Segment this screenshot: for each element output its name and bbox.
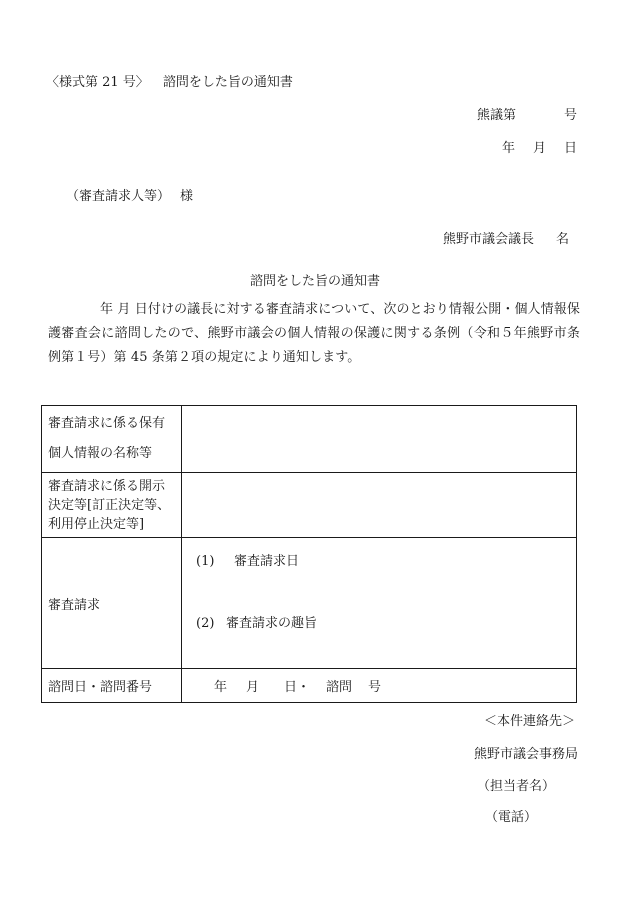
table-row bbox=[42, 669, 577, 703]
date-day: 日 bbox=[563, 141, 577, 156]
form-title: 諮問をした旨の通知書 bbox=[162, 75, 293, 90]
row-label-consultation: 諮問日・諮問番号 bbox=[42, 669, 182, 703]
row-value-personal-info bbox=[182, 406, 577, 473]
review-request-date-item: (1) 審査請求日 bbox=[196, 554, 300, 569]
review-request-purpose-item: (2) 審査請求の趣旨 bbox=[196, 616, 318, 631]
date-month: 月 bbox=[532, 141, 546, 156]
row-label-disclosure-decision: 審査請求に係る開示 決定等[訂正決定等、 利用停止決定等] bbox=[42, 473, 182, 538]
document-title: 諮問をした旨の通知書 bbox=[249, 274, 380, 289]
row-label-review-request: 審査請求 bbox=[42, 538, 182, 669]
table-row bbox=[42, 473, 577, 538]
issue-date bbox=[502, 137, 577, 156]
date-year: 年 bbox=[501, 141, 515, 156]
body-paragraph: 年 月 日付けの議長に対する審査請求について、次のとおり情報公開・個人情報保護審査会に諮問したので、熊野市議会の個人情報の保護に関する条例（令和５年熊野市条例第１号）第 45 条第２項の規定により通知します。 bbox=[48, 302, 580, 365]
recipient bbox=[66, 185, 193, 204]
reference-number bbox=[477, 104, 577, 123]
row-value-disclosure-decision bbox=[182, 473, 577, 538]
sender-name-suffix: 名 bbox=[555, 232, 569, 247]
recipient-honorific: 様 bbox=[180, 189, 194, 204]
reference-suffix: 号 bbox=[563, 108, 577, 123]
information-table bbox=[41, 405, 577, 703]
form-number: 〈様式第 21 号〉 bbox=[46, 75, 149, 90]
table-row bbox=[42, 406, 577, 473]
reference-prefix: 熊議第 bbox=[476, 108, 516, 123]
row-value-consultation: 年 月 日・ 諮問 号 bbox=[182, 669, 577, 703]
recipient-name: （審査請求人等） bbox=[66, 189, 171, 204]
contact-phone: （電話） bbox=[485, 810, 538, 825]
sender-title: 熊野市議会議長 bbox=[442, 232, 534, 247]
row-label-personal-info: 審査請求に係る保有 個人情報の名称等 bbox=[42, 406, 182, 473]
contact-office: 熊野市議会事務局 bbox=[473, 747, 578, 762]
contact-person: （担当者名） bbox=[476, 779, 555, 794]
row-value-review-request bbox=[182, 538, 577, 669]
table-row bbox=[42, 538, 577, 669]
sender bbox=[443, 228, 569, 247]
form-header bbox=[46, 71, 293, 90]
contact-heading: ＜本件連絡先＞ bbox=[483, 714, 575, 729]
